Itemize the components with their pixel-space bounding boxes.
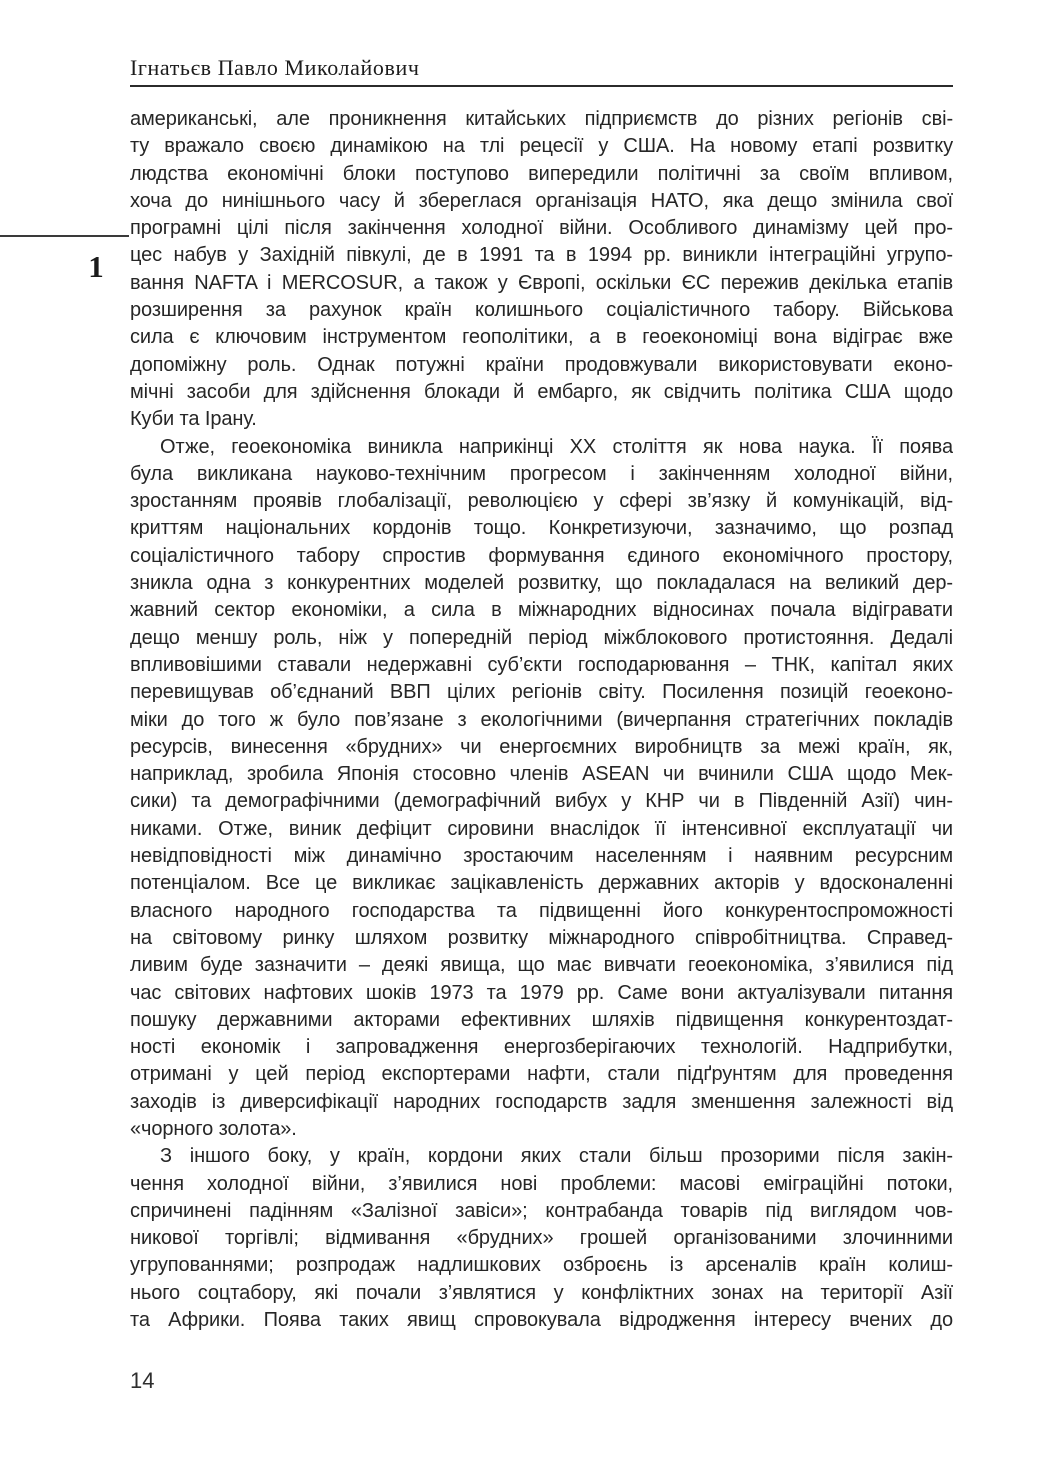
page-body-text <box>130 106 953 1334</box>
body-line: хоча до нинішнього часу й збереглася організація НАТО, яка дещо змінила свої <box>130 189 953 212</box>
body-line: американські, але проникнення китайських підприємств до різних регіонів сві- <box>130 108 953 130</box>
body-line: потенціалом. Все це викликає зацікавленість державних акторів у вдосконаленні <box>130 872 953 895</box>
body-line: впливовішими ставали недержавні суб’єкти господарювання – ТНК, капітал яких <box>130 653 953 676</box>
paragraph <box>130 106 953 434</box>
body-line: дещо меншу роль, ніж у попередній період міжблокового протистояння. Дедалі <box>130 626 953 649</box>
body-line: «чорного золота». <box>130 1117 297 1140</box>
chapter-number: 1 <box>88 249 104 284</box>
body-line: отримані у цей період експортерами нафти, стали підґрунтям для проведення <box>130 1063 953 1086</box>
body-line: никами. Отже, виник дефіцит сировини внаслідок її інтенсивної експлуатації чи <box>130 817 953 840</box>
running-header: Ігнатьєв Павло Миколайович <box>130 55 420 80</box>
body-line: чення холодної війни, з’явилися нові проблеми: масові еміграційні потоки, <box>130 1172 953 1195</box>
body-line: власного народного господарства та підвищенні його конкурентоспроможності <box>130 899 953 922</box>
body-line: нього соцтабору, які почали з’являтися у конфліктних зонах на території Азії <box>130 1281 953 1304</box>
page-number: 14 <box>130 1368 155 1393</box>
paragraph <box>130 1143 953 1334</box>
body-line: допоміжну роль. Однак потужні країни продовжували використовувати еконо- <box>130 353 953 376</box>
body-line: була викликана науково-технічним прогресом і закінченням холодної війни, <box>130 462 953 485</box>
body-line: сила є ключовим інструментом геополітики, а в геоекономіці вона відіграє вже <box>130 326 953 349</box>
body-line: мічні засоби для здійснення блокади й ембарго, як свідчить політика США щодо <box>130 380 953 403</box>
body-line: міки до того ж було пов’язане з екологічними (вичерпання стратегічних покладів <box>130 708 953 731</box>
body-line: невідповідності між динамічно зростаючим населенням і наявним ресурсним <box>130 845 953 868</box>
paragraph <box>130 434 953 1144</box>
body-line: криттям національних кордонів тощо. Конкретизуючи, зазначимо, що розпад <box>130 517 953 540</box>
body-line: розширення за рахунок країн колишнього соціалістичного табору. Військова <box>130 299 953 322</box>
body-line: зростанням проявів глобалізації, революцією у сфері зв’язку й комунікацій, від- <box>130 490 953 513</box>
body-line: жавний сектор економіки, а сила в міжнародних відносинах почала відігравати <box>130 599 953 622</box>
chapter-marker-line <box>0 235 129 237</box>
body-line: З іншого боку, у країн, кордони яких стали більш прозорими після закін- <box>160 1145 953 1168</box>
body-line: соціалістичного табору спростив формування єдиного економічного простору, <box>130 544 953 567</box>
body-line: програмні цілі після закінчення холодної війни. Особливого динамізму цей про- <box>130 217 953 240</box>
body-line: пошуку державними акторами ефективних шляхів підвищення конкурентоздат- <box>130 1008 953 1031</box>
body-line: час світових нафтових шоків 1973 та 1979 рр. Саме вони актуалізували питання <box>130 981 953 1004</box>
body-line: вання NAFTA і MERCOSUR, а також у Європі, оскільки ЄС пережив декілька етапів <box>130 271 953 294</box>
body-line: на світовому ринку шляхом розвитку міжнародного співробітництва. Справед- <box>130 926 953 949</box>
body-line: ливим буде зазначити – деякі явища, що має вивчати геоекономіка, з’явилися під <box>130 954 953 977</box>
body-line: зникла одна з конкурентних моделей розвитку, що покладалася на великий дер- <box>130 572 953 595</box>
body-line: заходів із диверсифікації народних господарств задля зменшення залежності від <box>130 1090 953 1113</box>
body-line: угрупованнями; розпродаж надлишкових озброєнь із арсеналів країн колиш- <box>130 1254 953 1277</box>
body-line: сики) та демографічними (демографічний вибух у КНР чи в Південній Азії) чин- <box>130 790 953 813</box>
body-line: ту вражало своєю динамікою на тлі рецесії у США. На новому етапі розвитку <box>130 135 953 158</box>
body-line: Отже, геоекономіка виникла наприкінці ХХ століття як нова наука. Її поява <box>160 435 953 458</box>
body-line: цес набув у Західній півкулі, де в 1991 та в 1994 рр. виникли інтеграційні угрупо- <box>130 244 953 267</box>
body-line: Куби та Ірану. <box>130 408 257 431</box>
header-rule <box>130 85 953 87</box>
body-line: та Африки. Поява таких явищ спровокувала відродження інтересу вчених до <box>130 1309 953 1332</box>
body-line: людства економічні блоки поступово випередили політичні за своїм впливом, <box>130 162 953 185</box>
body-line: наприклад, зробила Японія стосовно членів ASEAN чи вчинили США щодо Мек- <box>130 763 953 786</box>
body-line: перевищував об’єднаний ВВП цілих регіонів світу. Посилення позицій геоеконо- <box>130 681 953 704</box>
body-line: спричинені падінням «Залізної завіси»; контрабанда товарів під виглядом чов- <box>130 1199 953 1222</box>
body-line: ності економік і запровадження енергозберігаючих технологій. Надприбутки, <box>130 1036 953 1059</box>
body-line: никової торгівлі; відмивання «брудних» грошей організованими злочинними <box>130 1227 953 1250</box>
body-line: ресурсів, винесення «брудних» чи енергоємних виробництв за межі країн, як, <box>130 735 953 758</box>
